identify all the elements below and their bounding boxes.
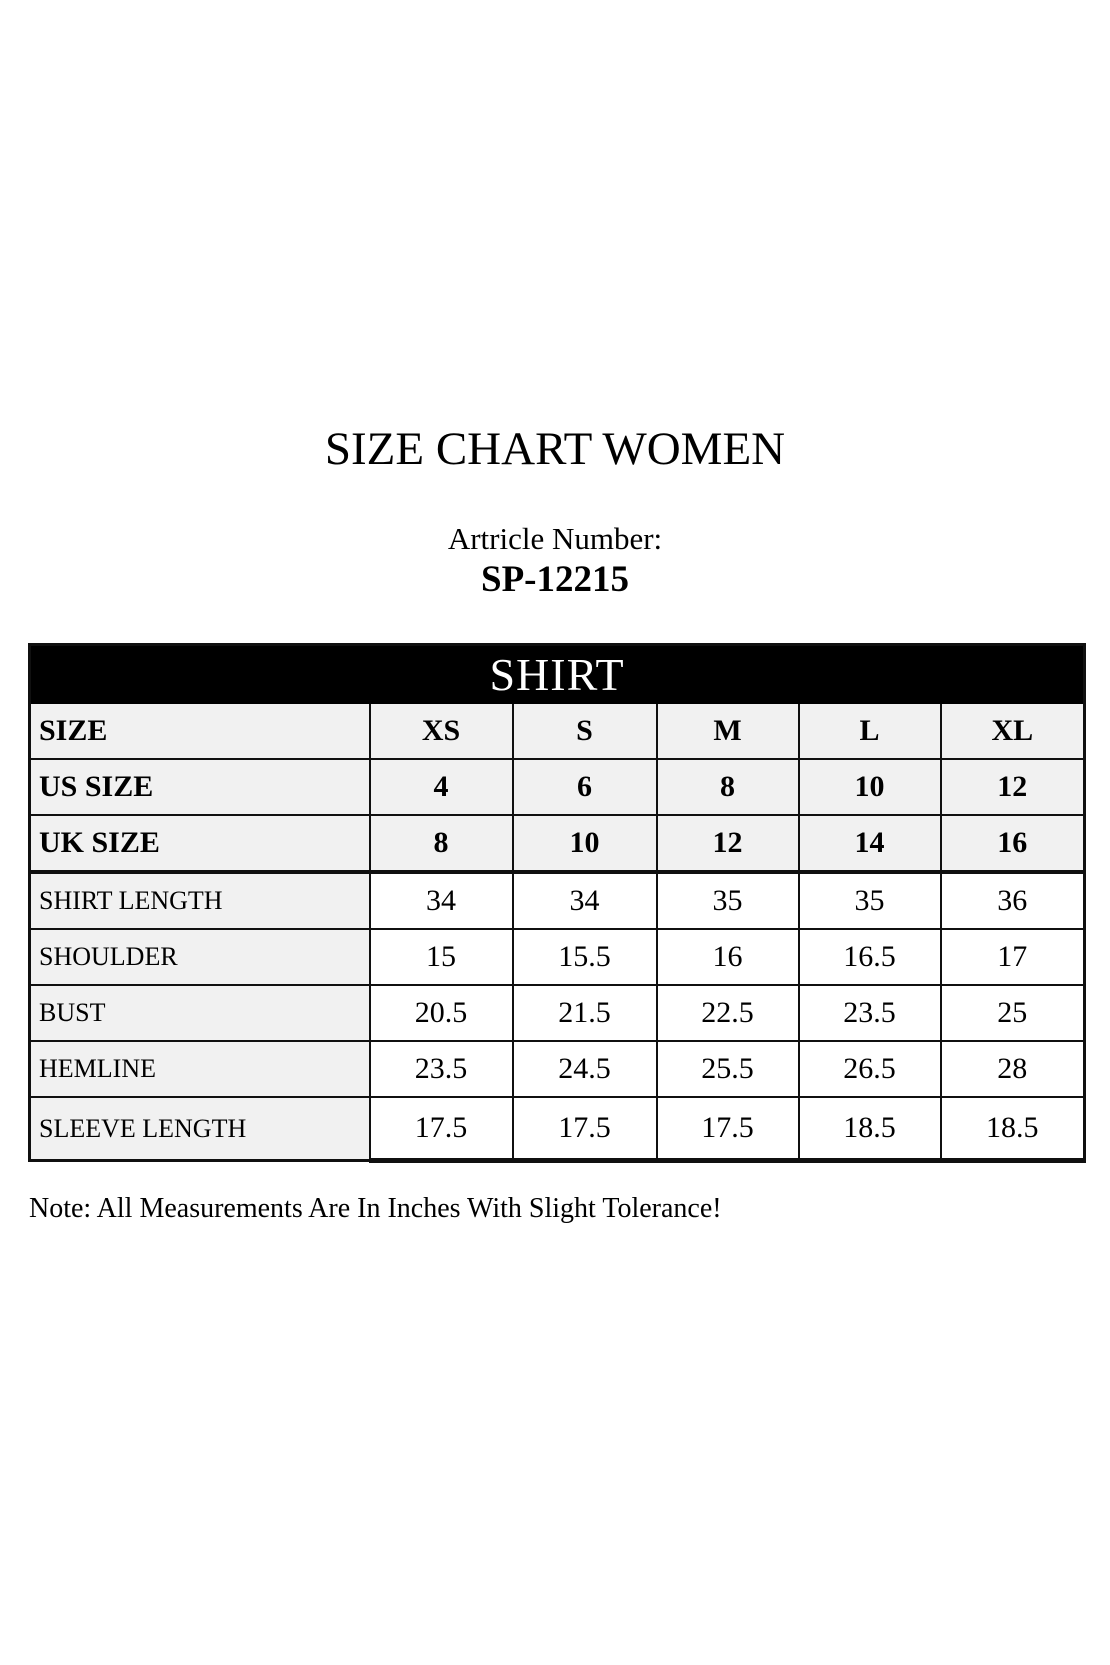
size-chart-table <box>28 643 1086 1163</box>
cell-value: 16.5 <box>799 929 941 985</box>
cell-value: 24.5 <box>513 1041 657 1097</box>
cell-value: S <box>513 703 657 759</box>
cell-value: 34 <box>513 872 657 929</box>
cell-value: 26.5 <box>799 1041 941 1097</box>
table-row <box>30 815 1085 872</box>
cell-value: 21.5 <box>513 985 657 1041</box>
cell-value: 35 <box>657 872 799 929</box>
cell-value: 17.5 <box>657 1097 799 1161</box>
cell-value: 25.5 <box>657 1041 799 1097</box>
table-row <box>30 1097 1085 1161</box>
row-label: BUST <box>30 985 370 1041</box>
cell-value: 36 <box>941 872 1085 929</box>
note-text: Note: All Measurements Are In Inches With Slight Tolerance! <box>29 1193 722 1224</box>
cell-value: 17.5 <box>513 1097 657 1161</box>
cell-value: 28 <box>941 1041 1085 1097</box>
table-banner: SHIRT <box>30 645 1085 704</box>
article-number-value: SP-12215 <box>481 559 629 600</box>
cell-value: 8 <box>657 759 799 815</box>
cell-value: 10 <box>513 815 657 872</box>
cell-value: XL <box>941 703 1085 759</box>
cell-value: M <box>657 703 799 759</box>
cell-value: 15.5 <box>513 929 657 985</box>
cell-value: 8 <box>370 815 513 872</box>
article-number-label: Artricle Number: <box>447 521 663 556</box>
cell-value: 34 <box>370 872 513 929</box>
row-label: SIZE <box>30 703 370 759</box>
cell-value: 16 <box>657 929 799 985</box>
cell-value: 12 <box>657 815 799 872</box>
table-row <box>30 872 1085 929</box>
row-label: SHOULDER <box>30 929 370 985</box>
cell-value: XS <box>370 703 513 759</box>
cell-value: 22.5 <box>657 985 799 1041</box>
cell-value: 16 <box>941 815 1085 872</box>
cell-value: 20.5 <box>370 985 513 1041</box>
row-label: UK SIZE <box>30 815 370 872</box>
cell-value: 4 <box>370 759 513 815</box>
row-label: SHIRT LENGTH <box>30 872 370 929</box>
cell-value: 35 <box>799 872 941 929</box>
cell-value: 15 <box>370 929 513 985</box>
table-row <box>30 759 1085 815</box>
cell-value: 18.5 <box>799 1097 941 1161</box>
row-label: SLEEVE LENGTH <box>30 1097 370 1161</box>
page-title: SIZE CHART WOMEN <box>324 423 786 475</box>
cell-value: L <box>799 703 941 759</box>
cell-value: 18.5 <box>941 1097 1085 1161</box>
cell-value: 12 <box>941 759 1085 815</box>
cell-value: 17 <box>941 929 1085 985</box>
cell-value: 14 <box>799 815 941 872</box>
table-row <box>30 703 1085 759</box>
cell-value: 25 <box>941 985 1085 1041</box>
row-label: HEMLINE <box>30 1041 370 1097</box>
cell-value: 23.5 <box>799 985 941 1041</box>
cell-value: 23.5 <box>370 1041 513 1097</box>
cell-value: 10 <box>799 759 941 815</box>
table-row <box>30 929 1085 985</box>
cell-value: 17.5 <box>370 1097 513 1161</box>
cell-value: 6 <box>513 759 657 815</box>
table-row <box>30 1041 1085 1097</box>
table-row <box>30 985 1085 1041</box>
row-label: US SIZE <box>30 759 370 815</box>
table-banner-row <box>30 645 1085 704</box>
